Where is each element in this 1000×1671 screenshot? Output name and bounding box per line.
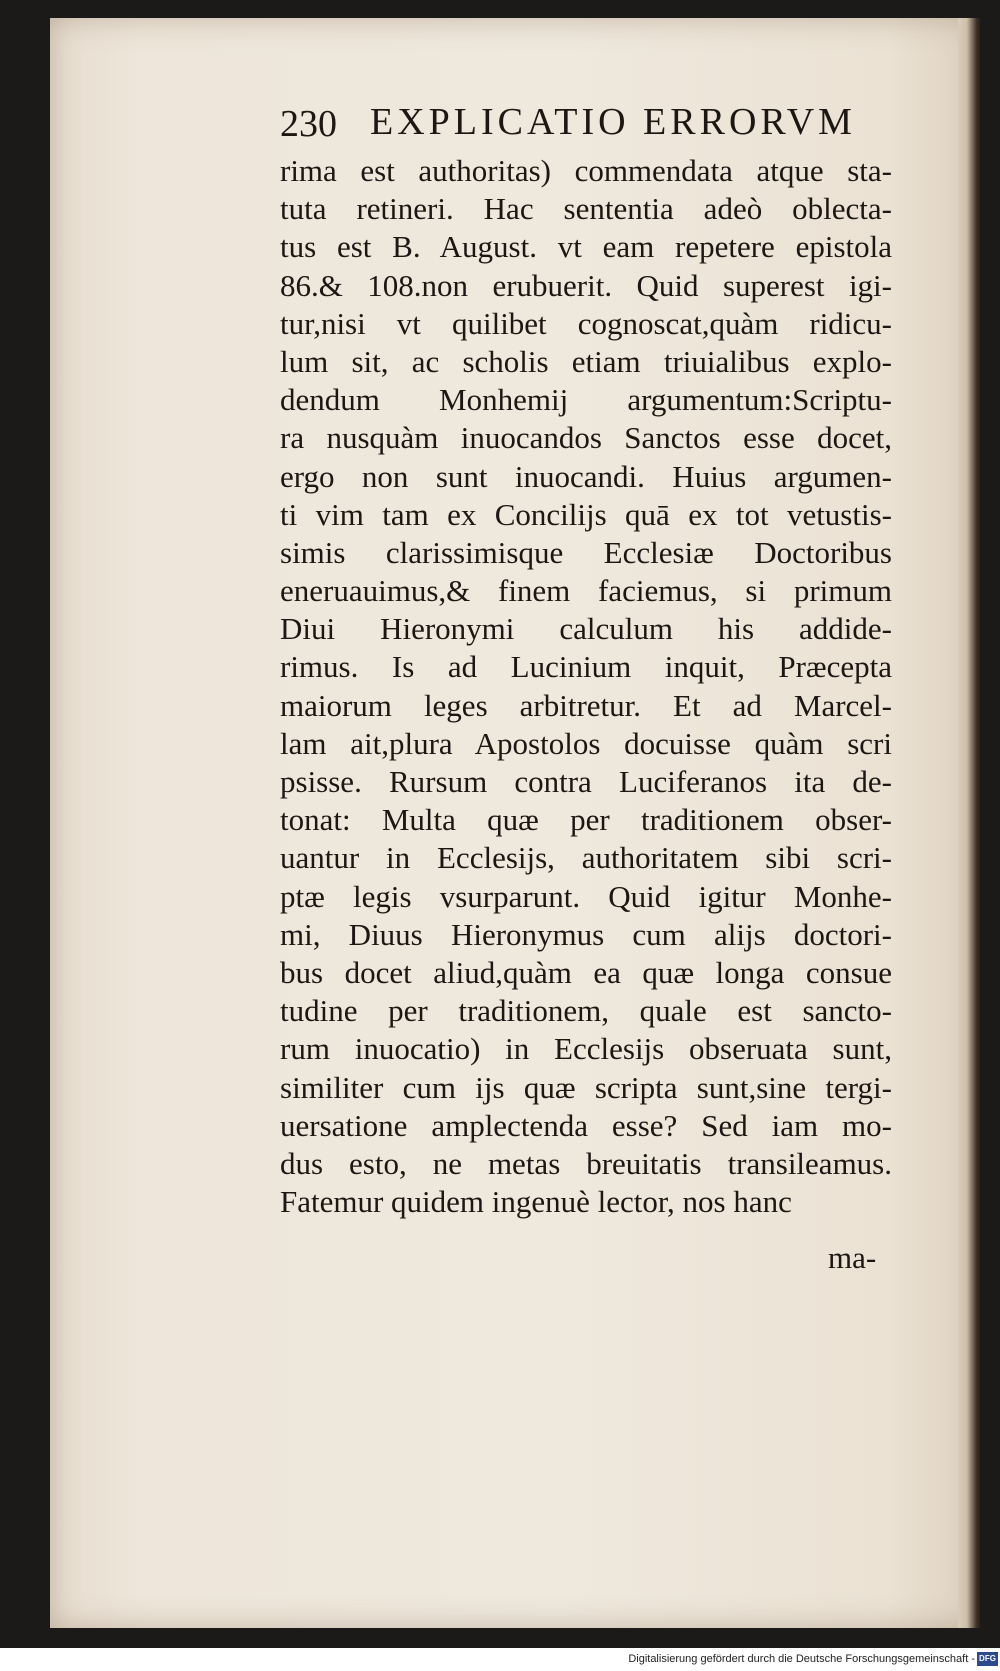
text-line: 86.& 108.non erubuerit. Quid superest igi- [280,267,892,303]
text-line: mi, Diuus Hieronymus cum alijs doctori- [280,916,892,952]
text-line: dus esto, ne metas breuitatis transileamus. [280,1145,892,1181]
catchword: ma- [828,1240,877,1275]
text-line: rima est authoritas) commendata atque sta- [280,153,892,188]
text-line: ra nusquàm inuocandos Sanctos esse docet, [280,420,892,456]
page-number: 230 [280,103,337,145]
text-line: dendum Monhemij argumentum:Scriptu- [280,382,892,418]
text-line: simis clarissimisque Ecclesiæ Doctoribus [280,534,892,570]
text-line: eneruauimus,& finem faciemus, si primum [280,573,892,609]
text-line: Diui Hieronymi calculum his addide- [280,611,892,647]
body-text [280,152,892,1221]
page-header [280,100,880,150]
text-line: rimus. Is ad Lucinium inquit, Præcepta [280,649,892,685]
text-line: tur,nisi vt quilibet cognoscat,quàm ridicu- [280,305,892,341]
digitization-credit: Digitalisierung gefördert durch die Deutsche Forschungsgemeinschaft - [628,1653,975,1665]
text-line: ptæ legis vsurparunt. Quid igitur Monhe- [280,878,892,914]
running-title: EXPLICATIO ERRORVM [370,101,856,143]
text-line: tudine per traditionem, quale est sancto- [280,993,892,1029]
text-line: tuta retineri. Hac sententia adeò oblecta- [280,191,892,227]
dfg-logo: DFG [977,1652,998,1666]
text-line: similiter cum ijs quæ scripta sunt,sine tergi- [280,1069,892,1105]
text-line: uersatione amplectenda esse? Sed iam mo- [280,1107,892,1143]
text-line: ergo non sunt inuocandi. Huius argumen- [280,458,892,494]
text-line: psisse. Rursum contra Luciferanos ita de- [280,764,892,799]
text-line: rum inuocatio) in Ecclesijs obseruata sunt, [280,1031,892,1067]
text-line: lam ait,plura Apostolos docuisse quàm scri [280,725,892,761]
text-line: bus docet aliud,quàm ea quæ longa consue [280,954,892,990]
text-line: lum sit, ac scholis etiam triuialibus explo- [280,343,892,379]
text-line: ti vim tam ex Concilijs quā ex tot vetustis- [280,496,892,532]
text-line: tonat: Multa quæ per traditionem obser- [280,802,892,838]
text-line: maiorum leges arbitretur. Et ad Marcel- [280,687,892,723]
text-line: uantur in Ecclesijs, authoritatem sibi scri- [280,840,892,876]
page-edge [958,18,980,1628]
text-line: tus est B. August. vt eam repetere epistola [280,229,892,265]
text-line: Fatemur quidem ingenuè lector, nos hanc [280,1184,792,1220]
